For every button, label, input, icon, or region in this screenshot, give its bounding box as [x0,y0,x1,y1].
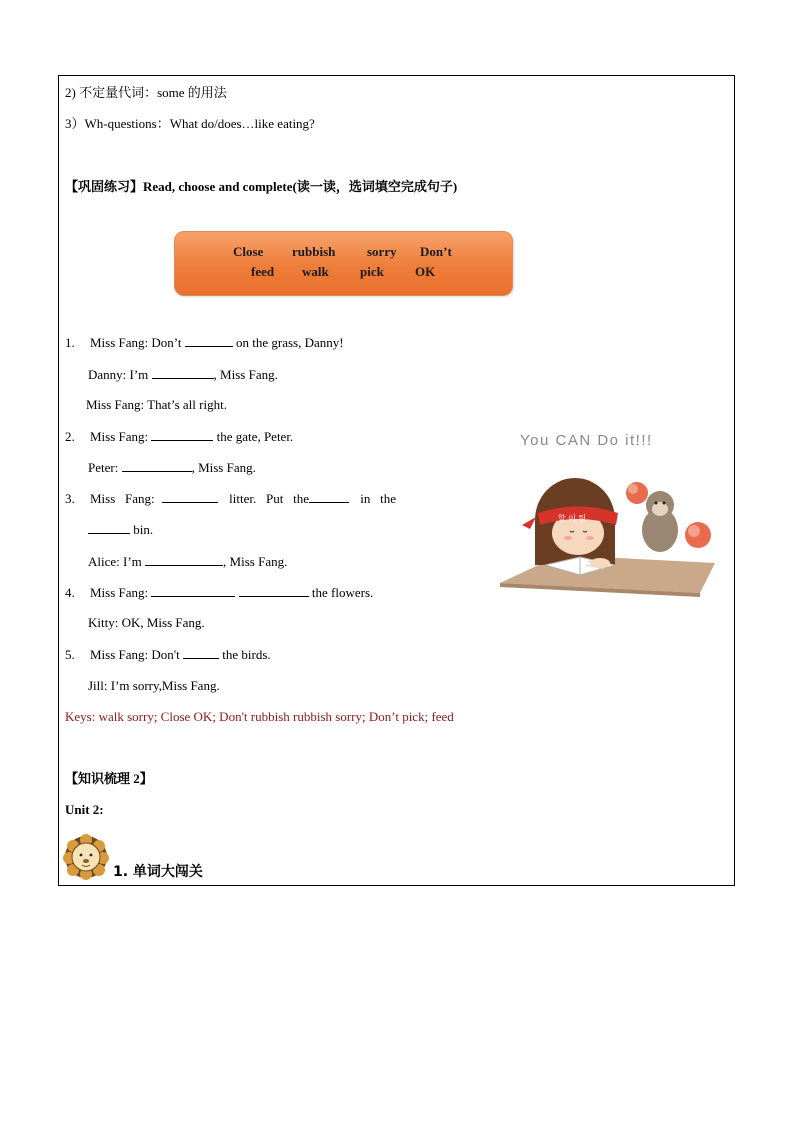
exercise-heading: 【巩固练习】Read, choose and complete(读一读，选词填空完成句子) [65,179,458,194]
question-text: Miss Fang: Don't [90,647,180,662]
question-3-line-1 [65,490,396,507]
answer-blank[interactable] [145,553,223,566]
answer-blank[interactable] [162,490,218,503]
word-bank-box [174,231,513,296]
question-text: the birds. [222,647,271,662]
question-text: Danny: I’m [88,367,149,382]
answer-blank[interactable] [239,584,309,597]
question-5-line-1 [65,646,271,663]
question-3-line-2 [88,521,153,538]
answer-blank[interactable] [185,334,233,347]
question-text: the gate, Peter. [216,429,294,444]
question-number: 4. [65,585,75,600]
answer-blank[interactable] [309,490,349,503]
answer-blank[interactable] [151,428,213,441]
question-text: on the grass, Danny! [236,335,344,350]
question-text: the flowers. [311,585,374,600]
question-5-line-2: Jill: I’m sorry,Miss Fang. [88,678,220,693]
lion-icon [63,834,109,880]
answer-blank[interactable] [183,646,219,659]
illustration-caption: You CAN Do it!!! [520,432,653,449]
question-number: 1. [65,335,75,350]
grammar-item-3: 3）Wh-questions：What do/does…like eating? [65,116,315,131]
word-bank-word: Close [233,244,264,259]
question-text: Miss Fang: [90,429,149,444]
question-text: Miss Fang: [90,491,155,506]
question-text: Peter: [88,460,119,475]
question-text: bin. [133,522,154,537]
answer-blank[interactable] [151,584,235,597]
question-text: , Miss Fang. [223,554,288,569]
question-number: 5. [65,647,75,662]
section-heading: 【知识梳理 2】 [65,771,153,786]
question-2-line-2 [88,459,256,476]
question-text: Miss Fang: Don’t [90,335,182,350]
word-bank-word: OK [415,264,436,279]
question-3-line-3 [88,553,287,570]
question-text: in the [360,491,396,506]
question-1-line-3: Miss Fang: That’s all right. [86,397,227,412]
answer-blank[interactable] [88,521,130,534]
answer-keys: Keys: walk sorry; Close OK; Don't rubbish rubbish sorry; Don’t pick; feed [65,709,454,724]
word-bank-word: sorry [367,244,397,259]
question-text: , Miss Fang. [191,460,256,475]
question-text: , Miss Fang. [213,367,278,382]
question-text: Miss Fang: [90,585,149,600]
question-1-line-2 [88,366,278,383]
question-4-line-1 [65,584,373,601]
question-number: 3. [65,491,75,506]
answer-blank[interactable] [152,366,214,379]
question-number: 2. [65,429,75,444]
answer-blank[interactable] [122,459,192,472]
word-bank-word: feed [251,264,275,279]
you-can-do-it-illustration [500,425,715,600]
unit-label: Unit 2: [65,802,104,817]
question-text: litter. Put the [229,491,309,506]
word-bank-word: rubbish [292,244,336,259]
question-text: Alice: I’m [88,554,142,569]
question-2-line-1 [65,428,293,445]
question-1-line-1 [65,334,344,351]
headband-text: 할 이 팅 [558,514,587,523]
word-bank-word: pick [360,264,384,279]
word-bank-word: Don’t [420,244,452,259]
vocab-title: 1. 单词大闯关 [113,864,203,880]
word-bank-word: walk [302,264,329,279]
grammar-item-2: 2) 不定量代词：some 的用法 [65,85,227,100]
question-4-line-2: Kitty: OK, Miss Fang. [88,615,205,630]
